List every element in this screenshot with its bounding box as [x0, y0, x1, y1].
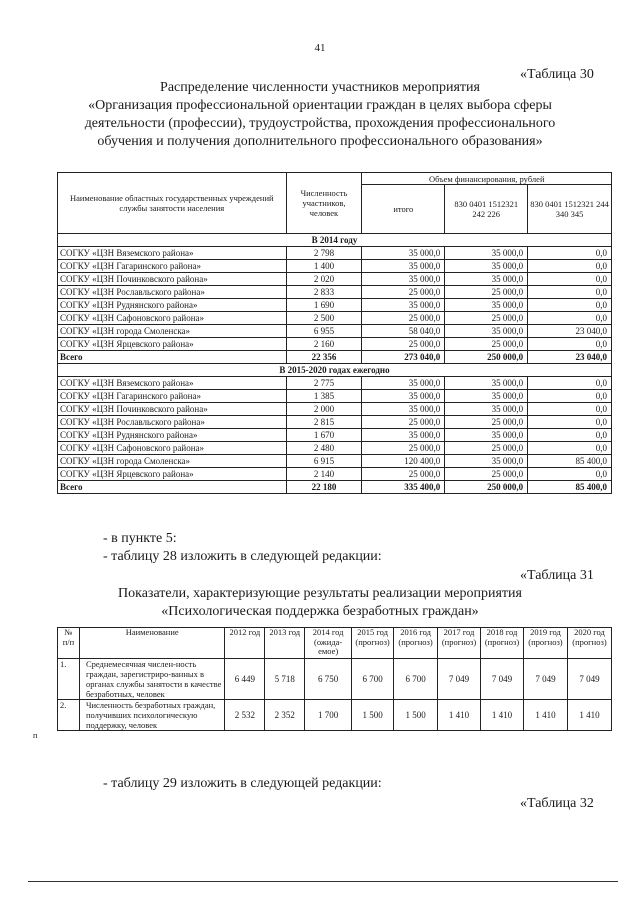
- table-cell: 25 000,0: [362, 338, 445, 351]
- table-cell: 35 000,0: [362, 377, 445, 390]
- table-30-heading: [50, 79, 590, 151]
- table-cell: СОГКУ «ЦЗН Сафоновского района»: [58, 312, 287, 325]
- table-cell: 25 000,0: [445, 338, 528, 351]
- table-row: [58, 286, 612, 299]
- table-cell: СОГКУ «ЦЗН Сафоновского района»: [58, 442, 287, 455]
- table-cell: 25 000,0: [362, 416, 445, 429]
- table-30: [57, 172, 612, 494]
- table-cell: 35 000,0: [445, 377, 528, 390]
- header-cell: № п/п: [58, 628, 80, 659]
- table-cell: 25 000,0: [445, 312, 528, 325]
- table-cell: 6 700: [352, 659, 394, 700]
- table-cell: 35 000,0: [445, 429, 528, 442]
- header-code-2: 830 0401 1512321 244 340 345: [528, 185, 612, 234]
- table-cell: 1 500: [394, 700, 438, 731]
- header-cell: 2013 год: [265, 628, 305, 659]
- section-title: В 2015-2020 годах ежегодно: [58, 364, 612, 377]
- table-cell: 0,0: [528, 468, 612, 481]
- table-row: [58, 416, 612, 429]
- table-cell: 2 352: [265, 700, 305, 731]
- header-cell: 2019 год (прогноз): [523, 628, 567, 659]
- table-cell: 1 410: [523, 700, 567, 731]
- table-cell: 335 400,0: [362, 481, 445, 494]
- table-cell: 1 690: [286, 299, 362, 312]
- table-cell: 6 915: [286, 455, 362, 468]
- table-cell: 2 020: [286, 273, 362, 286]
- header-cell: 2017 год (прогноз): [438, 628, 481, 659]
- table-cell: СОГКУ «ЦЗН Ярцевского района»: [58, 338, 287, 351]
- table-cell: СОГКУ «ЦЗН Гагаринского района»: [58, 390, 287, 403]
- section-row: [58, 364, 612, 377]
- table-row: [58, 273, 612, 286]
- table-cell: 35 000,0: [362, 390, 445, 403]
- table-row: [58, 312, 612, 325]
- table-cell: 35 000,0: [445, 247, 528, 260]
- header-cell: 2015 год (прогноз): [352, 628, 394, 659]
- table-cell: Среднемесячная числен-ность граждан, зарегистриро-ванных в органах службы занятости в качестве безработных, человек: [79, 659, 225, 700]
- table-cell: Численность безработных граждан, получивших психологическую поддержку, человек: [79, 700, 225, 731]
- table-cell: 1.: [58, 659, 80, 700]
- table-row: [58, 659, 612, 700]
- table-cell: СОГКУ «ЦЗН Руднянского района»: [58, 299, 287, 312]
- table-cell: СОГКУ «ЦЗН Вяземского района»: [58, 377, 287, 390]
- table-cell: 23 040,0: [528, 351, 612, 364]
- table-cell: 25 000,0: [445, 286, 528, 299]
- table-row: [58, 247, 612, 260]
- table-cell: 35 000,0: [445, 299, 528, 312]
- table-cell: 25 000,0: [445, 416, 528, 429]
- table-cell: 2 815: [286, 416, 362, 429]
- table-cell: 7 049: [481, 659, 524, 700]
- table-cell: 0,0: [528, 429, 612, 442]
- table-cell: 35 000,0: [445, 273, 528, 286]
- table-cell: 85 400,0: [528, 481, 612, 494]
- table-cell: Всего: [58, 481, 287, 494]
- list-item-t28: - таблицу 28 изложить в следующей редакции:: [103, 549, 382, 564]
- table-cell: 5 718: [265, 659, 305, 700]
- table-cell: 273 040,0: [362, 351, 445, 364]
- table-cell: СОГКУ «ЦЗН города Смоленска»: [58, 325, 287, 338]
- table-30-body: [58, 234, 612, 494]
- heading-line: «Психологическая поддержка безработных граждан»: [161, 604, 479, 619]
- table-cell: 25 000,0: [362, 312, 445, 325]
- header-cell: Наименование: [79, 628, 225, 659]
- table-cell: 1 410: [567, 700, 611, 731]
- table-cell: 35 000,0: [445, 325, 528, 338]
- table-row: [58, 299, 612, 312]
- table-cell: 7 049: [438, 659, 481, 700]
- table-row: [58, 468, 612, 481]
- table-cell: 85 400,0: [528, 455, 612, 468]
- table-cell: 22 180: [286, 481, 362, 494]
- total-row: [58, 481, 612, 494]
- table-cell: 0,0: [528, 286, 612, 299]
- total-row: [58, 351, 612, 364]
- table-row: [58, 338, 612, 351]
- table-cell: 1 700: [305, 700, 352, 731]
- table-32-label: «Таблица 32: [520, 796, 594, 811]
- table-cell: 2 532: [225, 700, 265, 731]
- table-31-label: «Таблица 31: [520, 568, 594, 583]
- table-cell: 1 410: [481, 700, 524, 731]
- table-cell: 2 140: [286, 468, 362, 481]
- table-cell: СОГКУ «ЦЗН Гагаринского района»: [58, 260, 287, 273]
- table-cell: 25 000,0: [362, 286, 445, 299]
- table-row: [58, 377, 612, 390]
- header-cell: 2016 год (прогноз): [394, 628, 438, 659]
- table-cell: 2 480: [286, 442, 362, 455]
- table-cell: СОГКУ «ЦЗН города Смоленска»: [58, 455, 287, 468]
- list-item-t29: - таблицу 29 изложить в следующей редакции:: [103, 776, 382, 791]
- table-cell: 0,0: [528, 338, 612, 351]
- list-item-p5: - в пункте 5:: [103, 531, 177, 546]
- table-cell: 1 400: [286, 260, 362, 273]
- table-cell: 35 000,0: [362, 273, 445, 286]
- table-cell: 2 833: [286, 286, 362, 299]
- table-cell: 0,0: [528, 390, 612, 403]
- table-cell: 35 000,0: [362, 260, 445, 273]
- table-row: [58, 455, 612, 468]
- table-cell: 6 750: [305, 659, 352, 700]
- table-cell: 25 000,0: [445, 468, 528, 481]
- table-cell: 35 000,0: [362, 429, 445, 442]
- table-cell: 250 000,0: [445, 351, 528, 364]
- table-cell: 35 000,0: [445, 403, 528, 416]
- table-cell: СОГКУ «ЦЗН Починковского района»: [58, 403, 287, 416]
- section-title: В 2014 году: [58, 234, 612, 247]
- table-cell: 25 000,0: [362, 442, 445, 455]
- table-cell: 22 356: [286, 351, 362, 364]
- table-cell: 1 670: [286, 429, 362, 442]
- table-cell: 35 000,0: [445, 260, 528, 273]
- table-cell: Всего: [58, 351, 287, 364]
- header-cell: 2018 год (прогноз): [481, 628, 524, 659]
- table-cell: 2 500: [286, 312, 362, 325]
- header-total: итого: [362, 185, 445, 234]
- table-cell: СОГКУ «ЦЗН Рославльского района»: [58, 416, 287, 429]
- table-31-header-row: [58, 628, 612, 659]
- heading-line: Распределение численности участников мероприятия: [160, 80, 480, 95]
- table-cell: 35 000,0: [362, 403, 445, 416]
- table-cell: СОГКУ «ЦЗН Вяземского района»: [58, 247, 287, 260]
- table-cell: СОГКУ «ЦЗН Починковского района»: [58, 273, 287, 286]
- heading-line: Показатели, характеризующие результаты реализации мероприятия: [118, 586, 522, 601]
- page-number: 41: [314, 42, 326, 54]
- table-cell: 7 049: [523, 659, 567, 700]
- section-row: [58, 234, 612, 247]
- table-cell: 23 040,0: [528, 325, 612, 338]
- header-count: Численность участников, человек: [286, 173, 362, 234]
- table-cell: 0,0: [528, 403, 612, 416]
- table-cell: 250 000,0: [445, 481, 528, 494]
- table-cell: 2 775: [286, 377, 362, 390]
- table-cell: 0,0: [528, 377, 612, 390]
- table-cell: 6 700: [394, 659, 438, 700]
- table-cell: 6 955: [286, 325, 362, 338]
- table-cell: 25 000,0: [445, 442, 528, 455]
- table-cell: 0,0: [528, 416, 612, 429]
- table-row: [58, 325, 612, 338]
- table-cell: 1 410: [438, 700, 481, 731]
- table-cell: 58 040,0: [362, 325, 445, 338]
- table-row: [58, 700, 612, 731]
- table-cell: СОГКУ «ЦЗН Рославльского района»: [58, 286, 287, 299]
- table-31-heading: [50, 585, 590, 621]
- table-row: [58, 260, 612, 273]
- table-cell: 6 449: [225, 659, 265, 700]
- header-code-1: 830 0401 1512321 242 226: [445, 185, 528, 234]
- header-cell: 2014 год (ожида-емое): [305, 628, 352, 659]
- margin-mark: п: [33, 731, 38, 740]
- heading-line: деятельности (профессии), трудоустройства, прохождения профессионального: [84, 116, 556, 131]
- table-cell: 1 385: [286, 390, 362, 403]
- table-cell: 35 000,0: [445, 390, 528, 403]
- table-cell: 0,0: [528, 299, 612, 312]
- table-cell: 7 049: [567, 659, 611, 700]
- table-cell: 2 798: [286, 247, 362, 260]
- table-row: [58, 429, 612, 442]
- table-cell: 35 000,0: [362, 247, 445, 260]
- table-cell: 2 160: [286, 338, 362, 351]
- table-31-body: [58, 659, 612, 731]
- header-cell: 2012 год: [225, 628, 265, 659]
- table-30-label: «Таблица 30: [520, 67, 594, 82]
- table-cell: СОГКУ «ЦЗН Руднянского района»: [58, 429, 287, 442]
- table-row: [58, 442, 612, 455]
- table-cell: 120 400,0: [362, 455, 445, 468]
- table-cell: 25 000,0: [362, 468, 445, 481]
- header-cell: 2020 год (прогноз): [567, 628, 611, 659]
- heading-line: обучения и получения дополнительного профессионального образования»: [97, 134, 543, 149]
- table-row: [58, 403, 612, 416]
- table-cell: 35 000,0: [362, 299, 445, 312]
- table-cell: СОГКУ «ЦЗН Ярцевского района»: [58, 468, 287, 481]
- table-cell: 0,0: [528, 273, 612, 286]
- table-cell: 0,0: [528, 260, 612, 273]
- table-row: [58, 390, 612, 403]
- table-cell: 35 000,0: [445, 455, 528, 468]
- header-name: Наименование областных государственных учреждений службы занятости населения: [58, 173, 287, 234]
- header-funding: Объем финансирования, рублей: [362, 173, 612, 185]
- page-bottom-rule: [28, 881, 618, 882]
- table-cell: 0,0: [528, 312, 612, 325]
- table-cell: 2 000: [286, 403, 362, 416]
- table-cell: 0,0: [528, 247, 612, 260]
- table-cell: 2.: [58, 700, 80, 731]
- table-cell: 1 500: [352, 700, 394, 731]
- table-cell: 0,0: [528, 442, 612, 455]
- table-31: [57, 627, 612, 731]
- heading-line: «Организация профессиональной ориентации граждан в целях выбора сферы: [88, 98, 552, 113]
